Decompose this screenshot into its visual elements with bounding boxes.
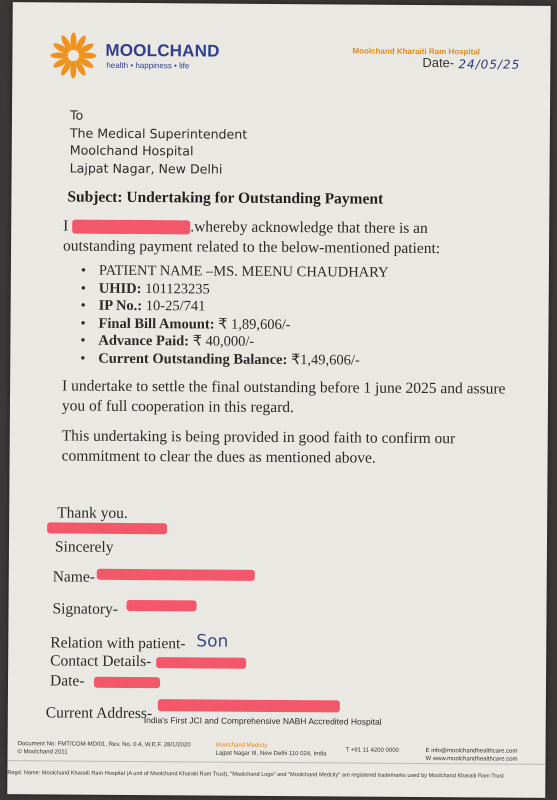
date-label-bottom: Date-	[49, 672, 85, 690]
subject-line: Subject: Undertaking for Outstanding Payment	[67, 188, 384, 208]
relation-label: Relation with patient-	[50, 634, 186, 653]
date-handwritten: 24/05/25	[458, 57, 521, 72]
detail-label: Final Bill Amount:	[98, 315, 215, 333]
detail-value: ₹ 1,89,606/-	[214, 316, 291, 333]
addressee-block	[70, 107, 248, 178]
redacted-signatory	[127, 600, 197, 611]
footer-email: E info@moolchandhealthcare.com	[425, 748, 518, 755]
redacted-contact	[156, 657, 246, 669]
detail-value: ₹ 40,000/-	[188, 333, 255, 351]
detail-value: ₹1,49,606/-	[287, 352, 360, 369]
detail-value: 10-25/741	[142, 298, 206, 315]
moolchand-logo	[48, 30, 248, 81]
detail-value: 101123235	[141, 280, 210, 298]
detail-label: Current Outstanding Balance:	[98, 350, 288, 369]
intro-post: .whereby acknowledge that there is an outstanding payment related to the below-mentioned patient:	[63, 218, 441, 258]
medcity-name: Moolchand Medcity	[215, 742, 268, 749]
redacted-date	[94, 677, 160, 688]
redacted-name	[72, 220, 190, 235]
addressee-line-3: Lajpat Nagar, New Delhi	[69, 160, 223, 177]
addressee-line-2: Moolchand Hospital	[69, 142, 194, 159]
redacted-signature-1	[47, 522, 167, 534]
footer-doc-info	[18, 740, 191, 757]
registered-notice: Regd. Name: Moolchand Kharaiti Ram Hospital (A unit of Moolchand Kharaiti Ram Trust). "Moolchand Logo" and "Moolchand Medcity" are registered trademarks used by Moolchand Kharaiti Ram Trust	[7, 770, 504, 780]
contact-label: Contact Details-	[50, 652, 152, 671]
brand-tagline: health • happiness • life	[106, 60, 190, 71]
accreditation-line: India's First JCI and Comprehensive NABH Accredited Hospital	[143, 715, 382, 727]
patient-detail-item	[80, 333, 388, 353]
footer-contact	[425, 747, 517, 764]
signatory-label: Signatory-	[52, 600, 119, 618]
detail-label: IP No.:	[98, 297, 143, 315]
patient-detail-item	[80, 315, 388, 335]
hospital-name: Moolchand Kharaiti Ram Hospital	[352, 46, 481, 57]
detail-label: PATIENT NAME –MS. MEENU CHAUDHARY	[98, 262, 389, 281]
doc-number: Document No: FMT/COM-MD/01, Rev. No. 0.4, W.E.F. 28/1/2020	[17, 741, 191, 749]
detail-label: Advance Paid:	[98, 333, 190, 350]
medcity-address: Lajpat Nagar III, New Delhi 110 024, India	[215, 750, 327, 758]
sincerely-text: Sincerely	[54, 538, 114, 556]
name-label: Name-	[52, 568, 95, 586]
date-label-top: Date-	[422, 54, 455, 71]
patient-detail-item	[81, 263, 389, 283]
thank-you-text: Thank you.	[57, 504, 128, 522]
redacted-address	[158, 699, 340, 712]
patient-detail-item	[81, 298, 389, 318]
address-label: Current Address-	[45, 704, 153, 723]
footer-medcity	[216, 742, 327, 759]
undertaking-paragraph: I undertake to settle the final outstanding before 1 june 2025 and assure you of full cooperation in this regard.	[61, 377, 506, 417]
patient-details-list	[80, 263, 388, 371]
patient-detail-item	[80, 351, 388, 371]
letter-page	[7, 2, 551, 798]
detail-label: UHID:	[98, 280, 142, 297]
footer-phone: T +91 11 4200 0000	[345, 747, 399, 754]
intro-paragraph	[63, 216, 503, 259]
sunflower-logo-icon	[48, 30, 98, 80]
addressee-line-1: The Medical Superintendent	[69, 125, 248, 142]
patient-detail-item	[81, 280, 389, 300]
redacted-name-field	[97, 569, 255, 581]
relation-value: Son	[196, 631, 229, 652]
brand-name: MOOLCHAND	[105, 40, 220, 61]
good-faith-paragraph: This undertaking is being provided in good faith to confirm our commitment to clear the dues as mentioned above.	[61, 427, 456, 467]
copyright: © Moolchand 2011	[17, 749, 68, 756]
footer-web: W www.moolchandhealthcare.com	[425, 756, 518, 763]
to-line: To	[69, 107, 84, 123]
intro-pre: I	[63, 217, 69, 235]
